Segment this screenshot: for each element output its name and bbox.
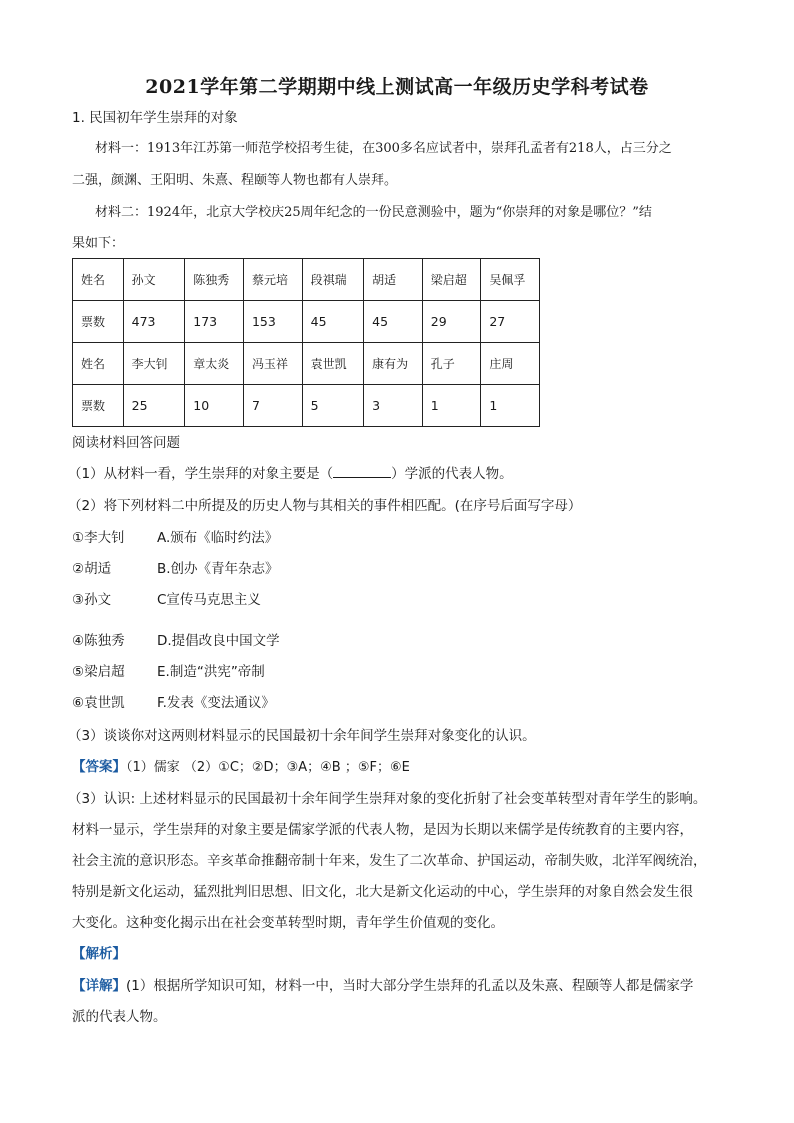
- table-cell: 孙文: [123, 259, 185, 301]
- table-cell: 473: [123, 301, 185, 343]
- matching-event: D.提倡改良中国文学: [157, 633, 280, 649]
- question-1: [68, 464, 513, 484]
- question-1-before: （1）从材料一看，学生崇拜的对象主要是（: [68, 466, 334, 482]
- table-cell: 庄周: [481, 343, 540, 385]
- table-cell: 康有为: [364, 343, 423, 385]
- table-cell: 票数: [73, 385, 124, 427]
- table-cell: 胡适: [364, 259, 423, 301]
- table-cell: 1: [422, 385, 481, 427]
- question-heading: 1. 民国初年学生崇拜的对象: [72, 110, 238, 126]
- table-cell: 姓名: [73, 343, 124, 385]
- matching-person: ③孙文: [72, 592, 112, 608]
- table-cell: 153: [243, 301, 302, 343]
- question-2: （2）将下列材料二中所提及的历史人物与其相关的事件相匹配。(在序号后面写字母）: [68, 498, 582, 514]
- table-cell: 吴佩孚: [481, 259, 540, 301]
- material2-line2: 果如下：: [72, 236, 125, 251]
- table-cell: 冯玉祥: [243, 343, 302, 385]
- answer3-line2: 材料一显示，学生崇拜的对象主要是儒家学派的代表人物，是因为长期以来儒学是传统教育的主要内容，: [72, 822, 693, 838]
- material2-line1: 材料二：1924年，北京大学校庆25周年纪念的一份民意测验中，题为“你崇拜的对象是哪位？”结: [95, 205, 652, 220]
- matching-item: [72, 590, 261, 610]
- question-1-after: ）学派的代表人物。: [391, 466, 513, 482]
- answer3-line4: 特别是新文化运动，猛烈批判旧思想、旧文化，北大是新文化运动的中心，学生崇拜的对象自然会发生很: [72, 884, 693, 900]
- matching-event: B.创办《青年杂志》: [157, 561, 279, 577]
- read-prompt: 阅读材料回答问题: [72, 435, 180, 451]
- answer3-line5: 大变化。这种变化揭示出在社会变革转型时期，青年学生价值观的变化。: [72, 915, 504, 931]
- table-cell: 173: [185, 301, 244, 343]
- matching-person: ①李大钊: [72, 530, 125, 546]
- matching-item: [72, 559, 279, 579]
- answer-text: （1）儒家 （2）①C；②D；③A；④B ；⑤F；⑥E: [126, 760, 410, 775]
- vote-table: [72, 258, 540, 427]
- matching-event: A.颁布《临时约法》: [157, 530, 279, 546]
- matching-event: C宣传马克思主义: [157, 592, 261, 608]
- matching-person: ②胡适: [72, 561, 112, 577]
- matching-event: E.制造“洪宪”帝制: [157, 664, 265, 680]
- table-cell: 25: [123, 385, 185, 427]
- table-cell: 袁世凯: [302, 343, 364, 385]
- matching-item: [72, 528, 278, 548]
- table-row: [73, 301, 540, 343]
- table-cell: 李大钊: [123, 343, 185, 385]
- detail-line1: [72, 976, 693, 996]
- table-cell: 章太炎: [185, 343, 244, 385]
- matching-item: [72, 631, 280, 651]
- page-title: 2021学年第二学期期中线上测试高一年级历史学科考试卷: [145, 76, 649, 98]
- table-cell: 蔡元培: [243, 259, 302, 301]
- material1-line2: 二强，颜渊、王阳明、朱熹、程颐等人物也都有人崇拜。: [72, 173, 398, 188]
- table-cell: 陈独秀: [185, 259, 244, 301]
- table-cell: 梁启超: [422, 259, 481, 301]
- table-cell: 29: [422, 301, 481, 343]
- answer-blank[interactable]: [333, 464, 391, 478]
- matching-person: ⑤梁启超: [72, 664, 125, 680]
- table-cell: 7: [243, 385, 302, 427]
- matching-item: [72, 662, 265, 682]
- table-row: [73, 385, 540, 427]
- matching-person: ④陈独秀: [72, 633, 125, 649]
- detail-text: (1）根据所学知识可知，材料一中，当时大部分学生崇拜的孔孟以及朱熹、程颐等人都是儒家学: [126, 978, 694, 994]
- material1-line1: 材料一：1913年江苏第一师范学校招考生徒，在300多名应试者中，崇拜孔孟者有218人，占三分之: [95, 141, 672, 156]
- matching-event: F.发表《变法通议》: [157, 695, 275, 711]
- table-cell: 5: [302, 385, 364, 427]
- detail-line2: 派的代表人物。: [72, 1009, 167, 1025]
- table-cell: 姓名: [73, 259, 124, 301]
- table-cell: 1: [481, 385, 540, 427]
- table-cell: 孔子: [422, 343, 481, 385]
- table-cell: 27: [481, 301, 540, 343]
- matching-person: ⑥袁世凯: [72, 695, 125, 711]
- table-row: [73, 343, 540, 385]
- table-cell: 票数: [73, 301, 124, 343]
- table-cell: 10: [185, 385, 244, 427]
- table-row: [73, 259, 540, 301]
- detail-tag: 【详解】: [72, 978, 126, 994]
- analysis-tag: [72, 944, 126, 964]
- answer3-line1: （3）认识: 上述材料显示的民国最初十余年间学生崇拜对象的变化折射了社会变革转型对青年学生的影响。: [68, 791, 707, 807]
- answer3-line3: 社会主流的意识形态。辛亥革命推翻帝制十年来，发生了二次革命、护国运动，帝制失败，北洋军阀统治，: [72, 853, 707, 869]
- table-cell: 45: [364, 301, 423, 343]
- matching-item: [72, 693, 275, 713]
- table-cell: 3: [364, 385, 423, 427]
- table-cell: 45: [302, 301, 364, 343]
- analysis-tag-text: 【解析】: [72, 946, 126, 962]
- answer-tag: 【答案】: [72, 759, 126, 775]
- question-3: （3）谈谈你对这两则材料显示的民国最初十余年间学生崇拜对象变化的认识。: [68, 728, 536, 744]
- table-cell: 段祺瑞: [302, 259, 364, 301]
- answer-line: [72, 757, 410, 778]
